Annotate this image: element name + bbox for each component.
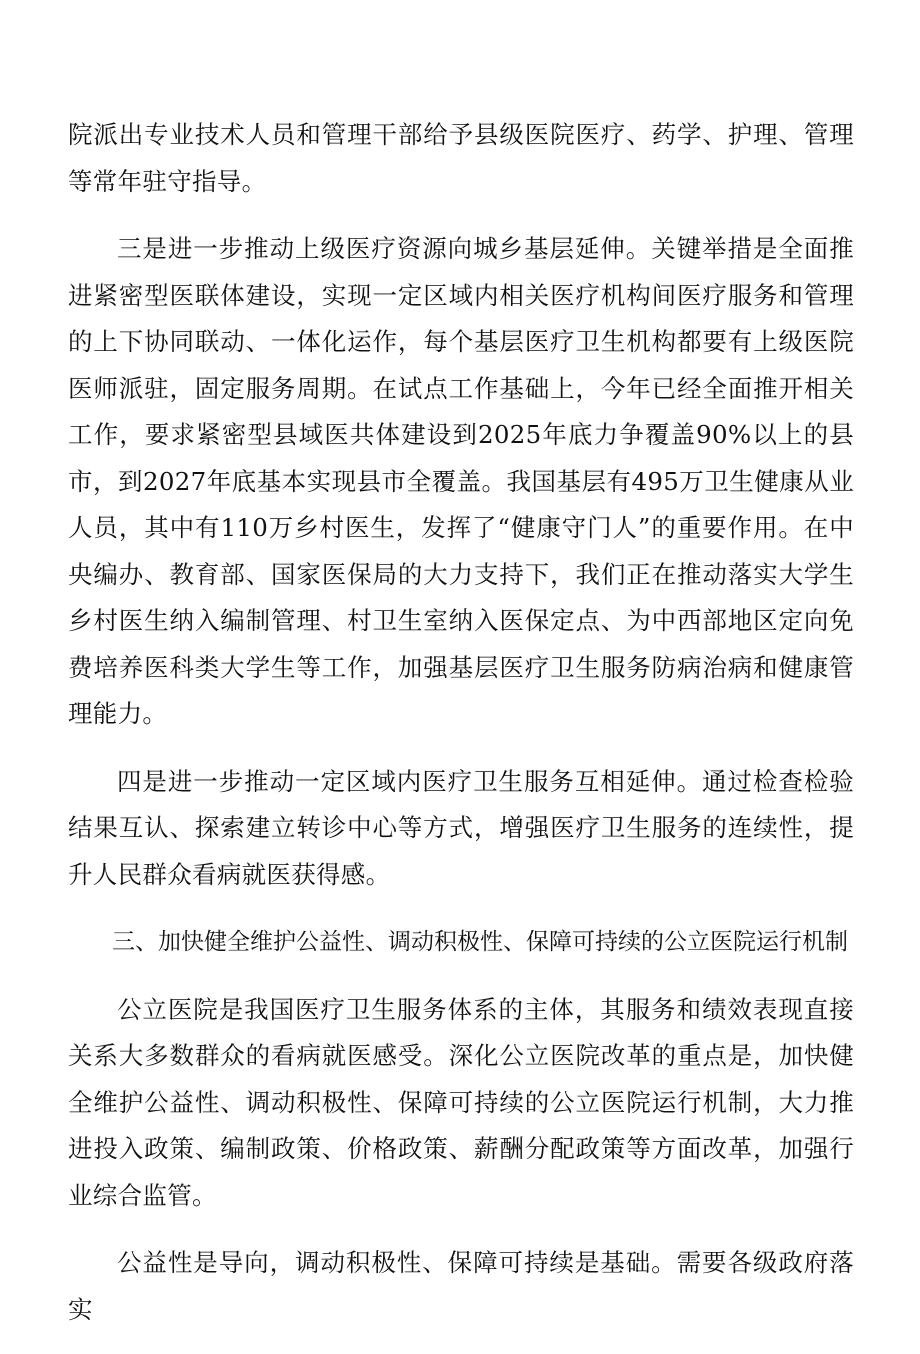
document-body xyxy=(68,112,854,1354)
section-heading: 三、加快健全维护公益性、调动积极性、保障可持续的公立医院运行机制 xyxy=(112,929,848,955)
paragraph-continued: 院派出专业技术人员和管理干部给予县级医院医疗、药学、护理、管理等常年驻守指导。 xyxy=(68,120,854,196)
paragraph-public-welfare: 公益性是导向，调动积极性、保障可持续是基础。需要各级政府落实 xyxy=(68,1248,854,1324)
paragraph-fourth-measure: 四是进一步推动一定区域内医疗卫生服务互相延伸。通过检查检验结果互认、探索建立转诊中心等方式，增强医疗卫生服务的连续性，提升人民群众看病就医获得感。 xyxy=(68,766,854,889)
paragraph-public-hospitals: 公立医院是我国医疗卫生服务体系的主体，其服务和绩效表现直接关系大多数群众的看病就医感受。深化公立医院改革的重点是，加快健全维护公益性、调动积极性、保障可持续的公立医院运行机制，大力推进投入政策、编制政策、价格政策、薪酬分配政策等方面改革，加强行业综合监管。 xyxy=(68,994,854,1210)
paragraph-third-measure: 三是进一步推动上级医疗资源向城乡基层延伸。关键举措是全面推进紧密型医联体建设，实现一定区域内相关医疗机构间医疗服务和管理的上下协同联动、一体化运作，每个基层医疗卫生机构都要有上级医院医师派驻，固定服务周期。在试点工作基础上，今年已经全面推开相关工作，要求紧密型县域医共体建设到2025年底力争覆盖90%以上的县市，到2027年底基本实现县市全覆盖。我国基层有495万卫生健康从业人员，其中有110万乡村医生，发挥了“健康守门人”的重要作用。在中央编办、教育部、国家医保局的大力支持下，我们正在推动落实大学生乡村医生纳入编制管理、村卫生室纳入医保定点、为中西部地区定向免费培养医科类大学生等工作，加强基层医疗卫生服务防病治病和健康管理能力。 xyxy=(68,234,854,728)
